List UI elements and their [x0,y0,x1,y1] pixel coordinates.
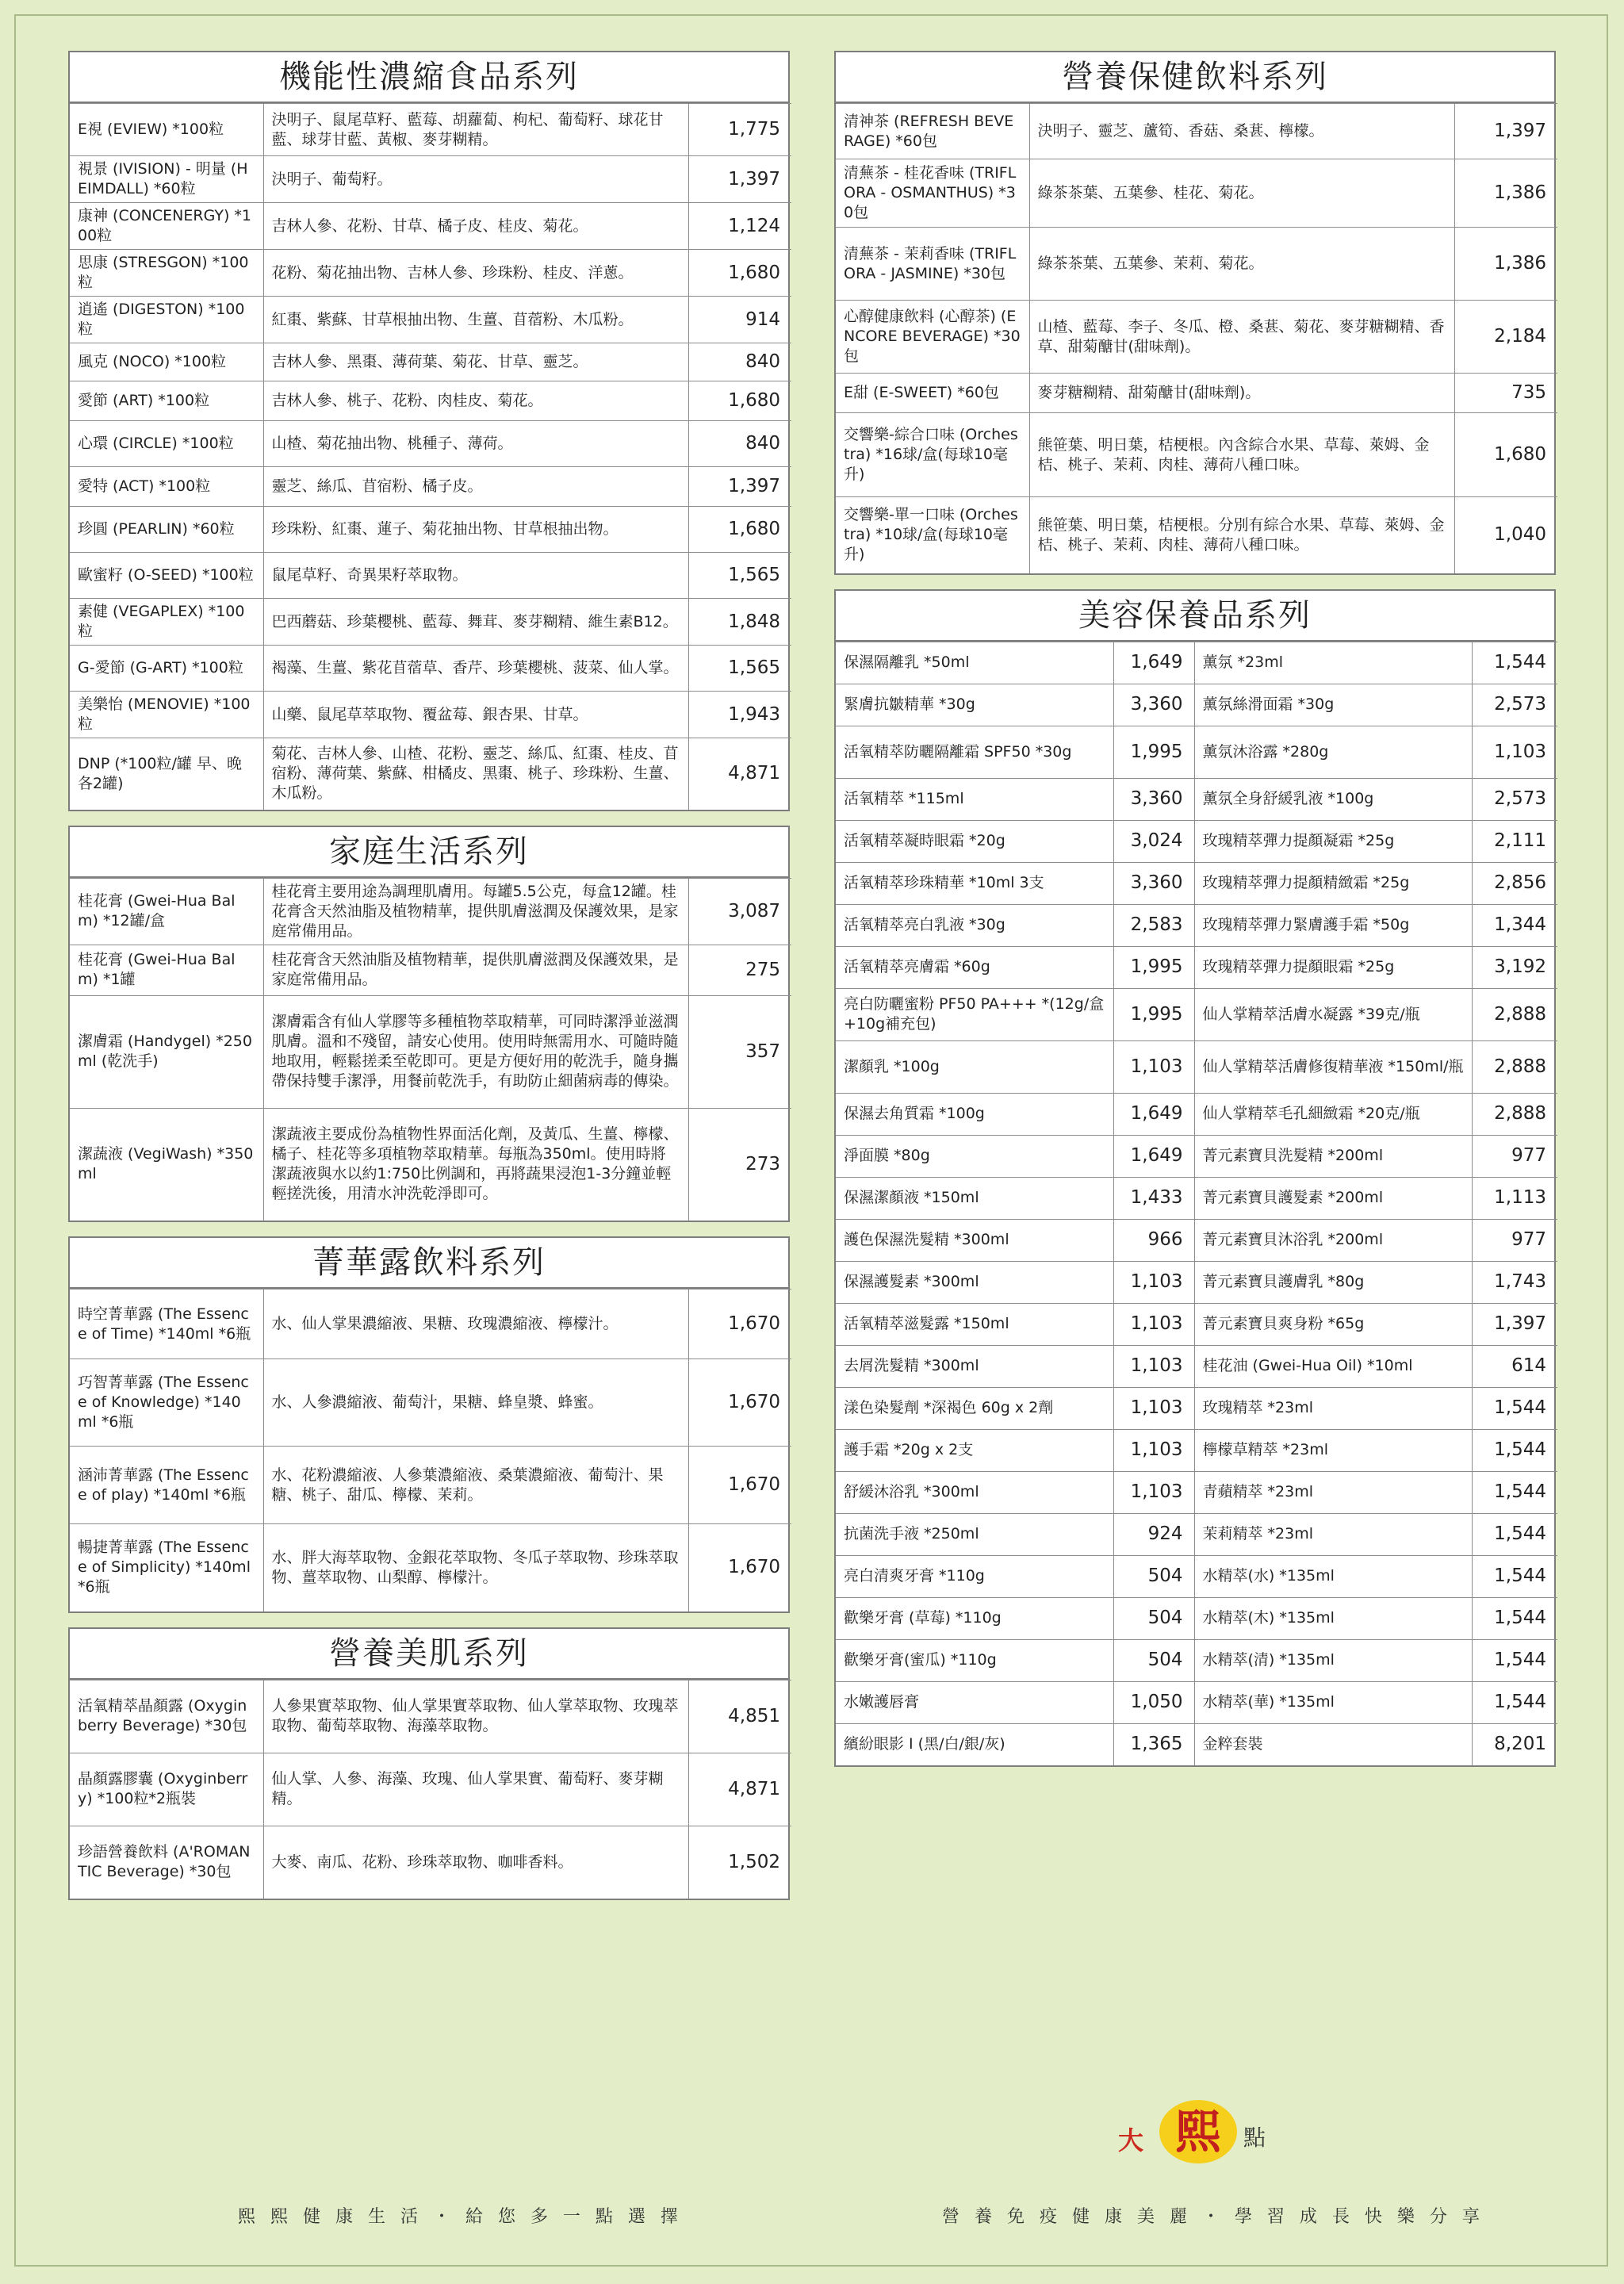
product-price: 1,103 [1113,1345,1194,1387]
product-name: 活氧精萃晶顏露 (Oxyginberry Beverage) *30包 [70,1680,263,1753]
product-name: 水精萃(水) *135ml [1194,1555,1472,1597]
product-name: 歡樂牙膏 (草莓) *110g [836,1597,1113,1639]
product-name: 康神 (CONCENERGY) *100粒 [70,203,263,250]
table-row [70,1359,791,1447]
table-row [70,995,791,1108]
product-ingredients: 仙人掌、人參、海藻、玫瑰、仙人掌果實、葡萄籽、麥芽糊精。 [263,1753,688,1826]
product-price: 1,649 [1113,642,1194,684]
product-price: 1,365 [1113,1723,1194,1765]
product-price: 1,680 [688,381,791,421]
table-row [836,820,1557,862]
product-ingredients: 水、花粉濃縮液、人參葉濃縮液、桑葉濃縮液、葡萄汁、果糖、桃子、甜瓜、檸檬、茉莉。 [263,1447,688,1524]
product-name: 保濕隔離乳 *50ml [836,642,1113,684]
product-name: 暢捷菁華露 (The Essence of Simplicity) *140ml *6瓶 [70,1524,263,1611]
table-row [70,1290,791,1359]
table-row [836,228,1557,301]
product-price: 1,397 [1454,104,1557,159]
product-price: 2,888 [1472,1040,1557,1093]
product-price: 1,670 [688,1290,791,1359]
product-name: 活氧精萃 *115ml [836,778,1113,820]
product-name: 活氧精萃防曬隔離霜 SPF50 *30g [836,726,1113,778]
product-name: 去屑洗髮精 *300ml [836,1345,1113,1387]
table-row [836,374,1557,413]
price-table [836,103,1557,573]
product-price: 2,111 [1472,820,1557,862]
product-price: 3,360 [1113,684,1194,726]
product-price: 1,544 [1472,1429,1557,1471]
product-price: 1,502 [688,1826,791,1899]
product-price: 4,871 [688,738,791,810]
product-name: 歡樂牙膏(蜜瓜) *110g [836,1639,1113,1681]
product-price: 1,565 [688,553,791,599]
product-name: 漾色染髮劑 *深褐色 60g x 2劑 [836,1387,1113,1429]
product-price: 1,040 [1454,497,1557,573]
product-ingredients: 潔蔬液主要成份為植物性界面活化劑，及黃瓜、生薑、檸檬、橘子、桂花等多項植物萃取精華。每瓶為350ml。使用時將潔蔬液與水以約1:750比例調和，再將蔬果浸泡1-3分鐘並輕輕搓洗後，用清水沖洗乾淨即可。 [263,1108,688,1221]
section-title: 營養美肌系列 [70,1629,788,1680]
product-price: 504 [1113,1597,1194,1639]
product-price: 1,103 [1113,1471,1194,1513]
product-ingredients: 山楂、藍莓、李子、冬瓜、橙、桑葚、菊花、麥芽糖糊精、香草、甜菊醣甘(甜味劑)。 [1029,301,1454,374]
footer-slogan-right: 營 養 免 疫 健 康 美 麗 ・ 學 習 成 長 快 樂 分 享 [942,2207,1484,2227]
table-row [836,1093,1557,1135]
product-price: 1,995 [1113,946,1194,988]
product-price: 1,386 [1454,159,1557,228]
product-ingredients: 桂花膏含天然油脂及植物精華，提供肌膚滋潤及保護效果，是家庭常備用品。 [263,945,688,995]
table-row [70,104,791,156]
table-row [70,945,791,995]
right-column [834,51,1556,1781]
table-row [70,646,791,692]
product-name: 茉莉精萃 *23ml [1194,1513,1472,1555]
product-price: 2,888 [1472,988,1557,1040]
product-price: 977 [1472,1219,1557,1261]
product-ingredients: 桂花膏主要用途為調理肌膚用。每罐5.5公克，每盒12罐。桂花膏含天然油脂及植物精華，提供肌膚滋潤及保護效果，是家庭常備用品。 [263,878,688,945]
price-table [70,1680,791,1899]
product-price: 1,103 [1113,1261,1194,1303]
section-left-2 [68,1236,790,1613]
product-ingredients: 菊花、吉林人參、山楂、花粉、靈芝、絲瓜、紅棗、桂皮、苜宿粉、薄荷葉、紫蘇、柑橘皮、黑棗、桃子、珍珠粉、生薑、木瓜粉。 [263,738,688,810]
product-name: 菁元素寶貝護膚乳 *80g [1194,1261,1472,1303]
product-name: 活氧精萃亮白乳液 *30g [836,904,1113,946]
product-ingredients: 水、胖大海萃取物、金銀花萃取物、冬瓜子萃取物、珍珠萃取物、薑萃取物、山梨醇、檸檬汁。 [263,1524,688,1611]
section-left-0 [68,51,790,811]
product-ingredients: 紅棗、紫蘇、甘草根抽出物、生薑、苜蓿粉、木瓜粉。 [263,297,688,343]
product-price: 914 [688,297,791,343]
brand-logo [1118,2100,1316,2163]
product-name: 保濕潔顏液 *150ml [836,1177,1113,1219]
product-name: 薰氛沐浴露 *280g [1194,726,1472,778]
product-ingredients: 麥芽糖糊精、甜菊醣甘(甜味劑)。 [1029,374,1454,413]
product-name: 玫瑰精萃 *23ml [1194,1387,1472,1429]
table-row [70,1524,791,1611]
table-row [836,1387,1557,1429]
product-name: 美樂怡 (MENOVIE) *100粒 [70,692,263,738]
product-name: E甜 (E-SWEET) *60包 [836,374,1029,413]
product-name: 護手霜 *20g x 2支 [836,1429,1113,1471]
table-row [836,497,1557,573]
product-name: 水嫩護唇膏 [836,1681,1113,1723]
product-price: 2,184 [1454,301,1557,374]
product-name: 舒緩沐浴乳 *300ml [836,1471,1113,1513]
product-ingredients: 熊笹葉、明日葉，桔梗根。分別有綜合水果、草莓、萊姆、金桔、桃子、茉莉、肉桂、薄荷八種口味。 [1029,497,1454,573]
product-name: 涵沛菁華露 (The Essence of play) *140ml *6瓶 [70,1447,263,1524]
product-price: 1,433 [1113,1177,1194,1219]
product-price: 3,192 [1472,946,1557,988]
price-table [70,878,791,1221]
section-right-1 [834,589,1556,1768]
table-row [836,778,1557,820]
table-row [70,156,791,203]
section-title: 菁華露飲料系列 [70,1238,788,1289]
product-price: 1,050 [1113,1681,1194,1723]
product-ingredients: 決明子、靈芝、蘆筍、香菇、桑葚、檸檬。 [1029,104,1454,159]
footer-slogan-left: 熙 熙 健 康 生 活 ・ 給 您 多 一 點 選 擇 [238,2207,683,2227]
product-price: 3,087 [688,878,791,945]
table-row [70,553,791,599]
product-name: 保濕去角質霜 *100g [836,1093,1113,1135]
price-table [70,1289,791,1611]
product-ingredients: 水、仙人掌果濃縮液、果糖、玫瑰濃縮液、檸檬汁。 [263,1290,688,1359]
product-name: 淨面膜 *80g [836,1135,1113,1177]
table-row [836,413,1557,497]
product-price: 1,344 [1472,904,1557,946]
product-name: 仙人掌精萃活膚水凝露 *39克/瓶 [1194,988,1472,1040]
table-row [836,1597,1557,1639]
product-price: 977 [1472,1135,1557,1177]
table-row [836,988,1557,1040]
table-row [70,599,791,646]
product-name: 保濕護髮素 *300ml [836,1261,1113,1303]
product-price: 8,201 [1472,1723,1557,1765]
product-name: 亮白防曬蜜粉 PF50 PA+++ *(12g/盒+10g補充包) [836,988,1113,1040]
section-left-3 [68,1627,790,1901]
product-ingredients: 山藥、鼠尾草萃取物、覆盆莓、銀杏果、甘草。 [263,692,688,738]
product-price: 3,360 [1113,778,1194,820]
product-price: 1,544 [1472,1513,1557,1555]
product-name: 素健 (VEGAPLEX) *100粒 [70,599,263,646]
product-name: DNP (*100粒/罐 早、晚各2罐) [70,738,263,810]
product-price: 1,680 [1454,413,1557,497]
product-name: 活氧精萃珍珠精華 *10ml 3支 [836,862,1113,904]
product-price: 1,397 [1472,1303,1557,1345]
product-name: 青蘋精萃 *23ml [1194,1471,1472,1513]
product-name: 檸檬草精萃 *23ml [1194,1429,1472,1471]
table-row [836,1681,1557,1723]
product-ingredients: 決明子、鼠尾草籽、藍莓、胡蘿蔔、枸杞、葡萄籽、球花甘藍、球芽甘藍、黃椒、麥芽糊精。 [263,104,688,156]
product-price: 1,670 [688,1524,791,1611]
table-row [836,684,1557,726]
product-price: 735 [1454,374,1557,413]
price-table [70,103,791,810]
product-name: 玫瑰精萃彈力緊膚護手霜 *50g [1194,904,1472,946]
table-row [836,1723,1557,1765]
product-name: 金粹套裝 [1194,1723,1472,1765]
product-name: 愛特 (ACT) *100粒 [70,467,263,507]
product-price: 1,103 [1472,726,1557,778]
product-price: 840 [688,343,791,381]
product-price: 504 [1113,1555,1194,1597]
product-name: 水精萃(清) *135ml [1194,1639,1472,1681]
product-ingredients: 珍珠粉、紅棗、蓮子、菊花抽出物、甘草根抽出物。 [263,507,688,553]
table-row [836,1345,1557,1387]
product-price: 1,743 [1472,1261,1557,1303]
table-row [70,1753,791,1826]
product-price: 1,680 [688,507,791,553]
table-row [836,1219,1557,1261]
product-name: 菁元素寶貝洗髮精 *200ml [1194,1135,1472,1177]
product-ingredients: 綠茶茶葉、五葉參、桂花、菊花。 [1029,159,1454,228]
product-name: 菁元素寶貝護髮素 *200ml [1194,1177,1472,1219]
table-row [836,1177,1557,1219]
table-row [70,1826,791,1899]
table-row [836,1303,1557,1345]
product-name: 交響樂-綜合口味 (Orchestra) *16球/盒(每球10毫升) [836,413,1029,497]
product-price: 2,856 [1472,862,1557,904]
product-ingredients: 潔膚霜含有仙人掌膠等多種植物萃取精華，可同時潔淨並滋潤肌膚。溫和不殘留，請安心使用。使用時無需用水、可隨時隨地取用，輕鬆搓柔至乾即可。更是方便好用的乾洗手，隨身攜帶保持雙手潔淨，用餐前乾洗手，有助防止細菌病毒的傳染。 [263,995,688,1108]
product-name: 玫瑰精萃彈力提顏眼霜 *25g [1194,946,1472,988]
product-name: 珍語營養飲料 (A'ROMANTIC Beverage) *30包 [70,1826,263,1899]
product-ingredients: 褐藻、生薑、紫花苜蓿草、香芹、珍葉櫻桃、菠菜、仙人掌。 [263,646,688,692]
table-row [836,159,1557,228]
product-name: 水精萃(華) *135ml [1194,1681,1472,1723]
product-name: 巧智菁華露 (The Essence of Knowledge) *140ml *6瓶 [70,1359,263,1447]
table-row [836,104,1557,159]
product-price: 4,851 [688,1680,791,1753]
product-price: 614 [1472,1345,1557,1387]
product-ingredients: 吉林人參、黑棗、薄荷葉、菊花、甘草、靈芝。 [263,343,688,381]
product-price: 2,573 [1472,684,1557,726]
product-price: 1,103 [1113,1429,1194,1471]
table-row [836,862,1557,904]
table-row [70,738,791,810]
logo-text-left: 大 [1118,2125,1144,2156]
product-price: 3,024 [1113,820,1194,862]
section-title: 家庭生活系列 [70,827,788,878]
section-title: 美容保養品系列 [836,591,1554,642]
product-price: 1,386 [1454,228,1557,301]
product-price: 1,103 [1113,1040,1194,1093]
product-price: 1,544 [1472,1681,1557,1723]
product-name: 仙人掌精萃活膚修復精華液 *150ml/瓶 [1194,1040,1472,1093]
product-name: 桂花油 (Gwei-Hua Oil) *10ml [1194,1345,1472,1387]
product-name: 風克 (NOCO) *100粒 [70,343,263,381]
product-ingredients: 人參果實萃取物、仙人掌果實萃取物、仙人掌萃取物、玫瑰萃取物、葡萄萃取物、海藻萃取物。 [263,1680,688,1753]
product-price: 1,995 [1113,726,1194,778]
product-price: 1,103 [1113,1387,1194,1429]
product-name: 抗菌洗手液 *250ml [836,1513,1113,1555]
table-row [836,1639,1557,1681]
product-name: 清神茶 (REFRESH BEVERAGE) *60包 [836,104,1029,159]
product-price: 1,544 [1472,642,1557,684]
product-price: 1,103 [1113,1303,1194,1345]
product-name: 桂花膏 (Gwei-Hua Balm) *1罐 [70,945,263,995]
table-row [836,642,1557,684]
table-row [70,297,791,343]
product-ingredients: 花粉、菊花抽出物、吉林人參、珍珠粉、桂皮、洋蔥。 [263,250,688,297]
product-name: 護色保濕洗髮精 *300ml [836,1219,1113,1261]
product-price: 1,649 [1113,1093,1194,1135]
product-name: 清蕪茶 - 桂花香味 (TRIFLORA - OSMANTHUS) *30包 [836,159,1029,228]
table-row [836,1040,1557,1093]
product-price: 966 [1113,1219,1194,1261]
logo-text-right: 點 [1243,2125,1266,2151]
product-name: 菁元素寶貝爽身粉 *65g [1194,1303,1472,1345]
product-name: 薰氛全身舒緩乳液 *100g [1194,778,1472,820]
product-price: 1,775 [688,104,791,156]
table-row [836,726,1557,778]
product-name: 桂花膏 (Gwei-Hua Balm) *12罐/盒 [70,878,263,945]
table-row [836,946,1557,988]
product-name: 緊膚抗皺精華 *30g [836,684,1113,726]
product-name: 愛節 (ART) *100粒 [70,381,263,421]
product-ingredients: 靈芝、絲瓜、苜宿粉、橘子皮。 [263,467,688,507]
product-name: 時空菁華露 (The Essence of Time) *140ml *6瓶 [70,1290,263,1359]
product-name: 潔蔬液 (VegiWash) *350ml [70,1108,263,1221]
product-price: 2,583 [1113,904,1194,946]
product-name: 視景 (IVISION) - 明量 (HEIMDALL) *60粒 [70,156,263,203]
product-price: 1,649 [1113,1135,1194,1177]
product-name: 歐蜜籽 (O-SEED) *100粒 [70,553,263,599]
product-price: 504 [1113,1639,1194,1681]
product-price: 1,670 [688,1359,791,1447]
product-price: 1,544 [1472,1639,1557,1681]
table-row [70,203,791,250]
table-row [70,343,791,381]
section-title: 機能性濃縮食品系列 [70,52,788,103]
section-right-0 [834,51,1556,575]
table-row [70,250,791,297]
logo-emblem: 熙 [1159,2100,1237,2163]
product-name: 思康 (STRESGON) *100粒 [70,250,263,297]
product-price: 1,544 [1472,1387,1557,1429]
product-ingredients: 大麥、南瓜、花粉、珍珠萃取物、咖啡香料。 [263,1826,688,1899]
product-price: 840 [688,421,791,467]
table-row [70,1680,791,1753]
product-price: 1,113 [1472,1177,1557,1219]
product-price: 1,124 [688,203,791,250]
table-row [70,692,791,738]
product-price: 1,397 [688,156,791,203]
product-ingredients: 鼠尾草籽、奇異果籽萃取物。 [263,553,688,599]
product-price: 273 [688,1108,791,1221]
table-row [836,1429,1557,1471]
product-name: 菁元素寶貝沐浴乳 *200ml [1194,1219,1472,1261]
product-name: 仙人掌精萃毛孔細緻霜 *20克/瓶 [1194,1093,1472,1135]
product-ingredients: 吉林人參、花粉、甘草、橘子皮、桂皮、菊花。 [263,203,688,250]
product-price: 1,544 [1472,1597,1557,1639]
product-name: 交響樂-單一口味 (Orchestra) *10球/盒(每球10毫升) [836,497,1029,573]
product-price: 1,397 [688,467,791,507]
product-ingredients: 巴西蘑菇、珍葉櫻桃、藍莓、舞茸、麥芽糊精、維生素B12。 [263,599,688,646]
product-price: 1,995 [1113,988,1194,1040]
table-row [70,507,791,553]
product-price: 1,670 [688,1447,791,1524]
table-row [836,301,1557,374]
table-row [70,878,791,945]
product-price: 1,544 [1472,1471,1557,1513]
product-ingredients: 決明子、葡萄籽。 [263,156,688,203]
product-name: E視 (EVIEW) *100粒 [70,104,263,156]
product-name: 活氧精萃亮膚霜 *60g [836,946,1113,988]
table-row [836,1261,1557,1303]
product-name: 心醇健康飲料 (心醇茶) (ENCORE BEVERAGE) *30包 [836,301,1029,374]
product-price: 357 [688,995,791,1108]
product-name: G-愛節 (G-ART) *100粒 [70,646,263,692]
product-name: 晶顏露膠囊 (Oxyginberry) *100粒*2瓶裝 [70,1753,263,1826]
product-name: 活氧精萃滋髮露 *150ml [836,1303,1113,1345]
table-row [836,1555,1557,1597]
product-name: 活氧精萃凝時眼霜 *20g [836,820,1113,862]
product-name: 珍圓 (PEARLIN) *60粒 [70,507,263,553]
table-row [70,1108,791,1221]
product-name: 心環 (CIRCLE) *100粒 [70,421,263,467]
product-ingredients: 綠茶茶葉、五葉參、茉莉、菊花。 [1029,228,1454,301]
product-name: 逍遙 (DIGESTON) *100粒 [70,297,263,343]
product-price: 1,848 [688,599,791,646]
product-price: 4,871 [688,1753,791,1826]
product-price: 924 [1113,1513,1194,1555]
table-row [836,904,1557,946]
product-price: 2,888 [1472,1093,1557,1135]
product-price: 1,544 [1472,1555,1557,1597]
product-name: 潔顏乳 *100g [836,1040,1113,1093]
table-row [836,1135,1557,1177]
product-ingredients: 吉林人參、桃子、花粉、肉桂皮、菊花。 [263,381,688,421]
product-name: 玫瑰精萃彈力提顏凝霜 *25g [1194,820,1472,862]
section-title: 營養保健飲料系列 [836,52,1554,103]
price-table [836,642,1557,1766]
product-price: 2,573 [1472,778,1557,820]
product-price: 1,680 [688,250,791,297]
product-name: 玫瑰精萃彈力提顏精緻霜 *25g [1194,862,1472,904]
product-name: 薰氛 *23ml [1194,642,1472,684]
table-row [70,381,791,421]
product-name: 亮白清爽牙膏 *110g [836,1555,1113,1597]
table-row [70,421,791,467]
product-name: 潔膚霜 (Handygel) *250ml (乾洗手) [70,995,263,1108]
table-row [836,1471,1557,1513]
left-column [68,51,790,1914]
product-price: 3,360 [1113,862,1194,904]
table-row [836,1513,1557,1555]
product-ingredients: 水、人參濃縮液、葡萄汁，果糖、蜂皇漿、蜂蜜。 [263,1359,688,1447]
product-name: 清蕪茶 - 茉莉香味 (TRIFLORA - JASMINE) *30包 [836,228,1029,301]
product-price: 1,565 [688,646,791,692]
product-name: 水精萃(木) *135ml [1194,1597,1472,1639]
product-ingredients: 山楂、菊花抽出物、桃種子、薄荷。 [263,421,688,467]
section-left-1 [68,826,790,1223]
product-price: 1,943 [688,692,791,738]
product-price: 275 [688,945,791,995]
product-name: 薰氛絲滑面霜 *30g [1194,684,1472,726]
table-row [70,467,791,507]
table-row [70,1447,791,1524]
product-name: 繽紛眼影 I (黑/白/銀/灰) [836,1723,1113,1765]
product-ingredients: 熊笹葉、明日葉，桔梗根。內含綜合水果、草莓、萊姆、金桔、桃子、茉莉、肉桂、薄荷八種口味。 [1029,413,1454,497]
